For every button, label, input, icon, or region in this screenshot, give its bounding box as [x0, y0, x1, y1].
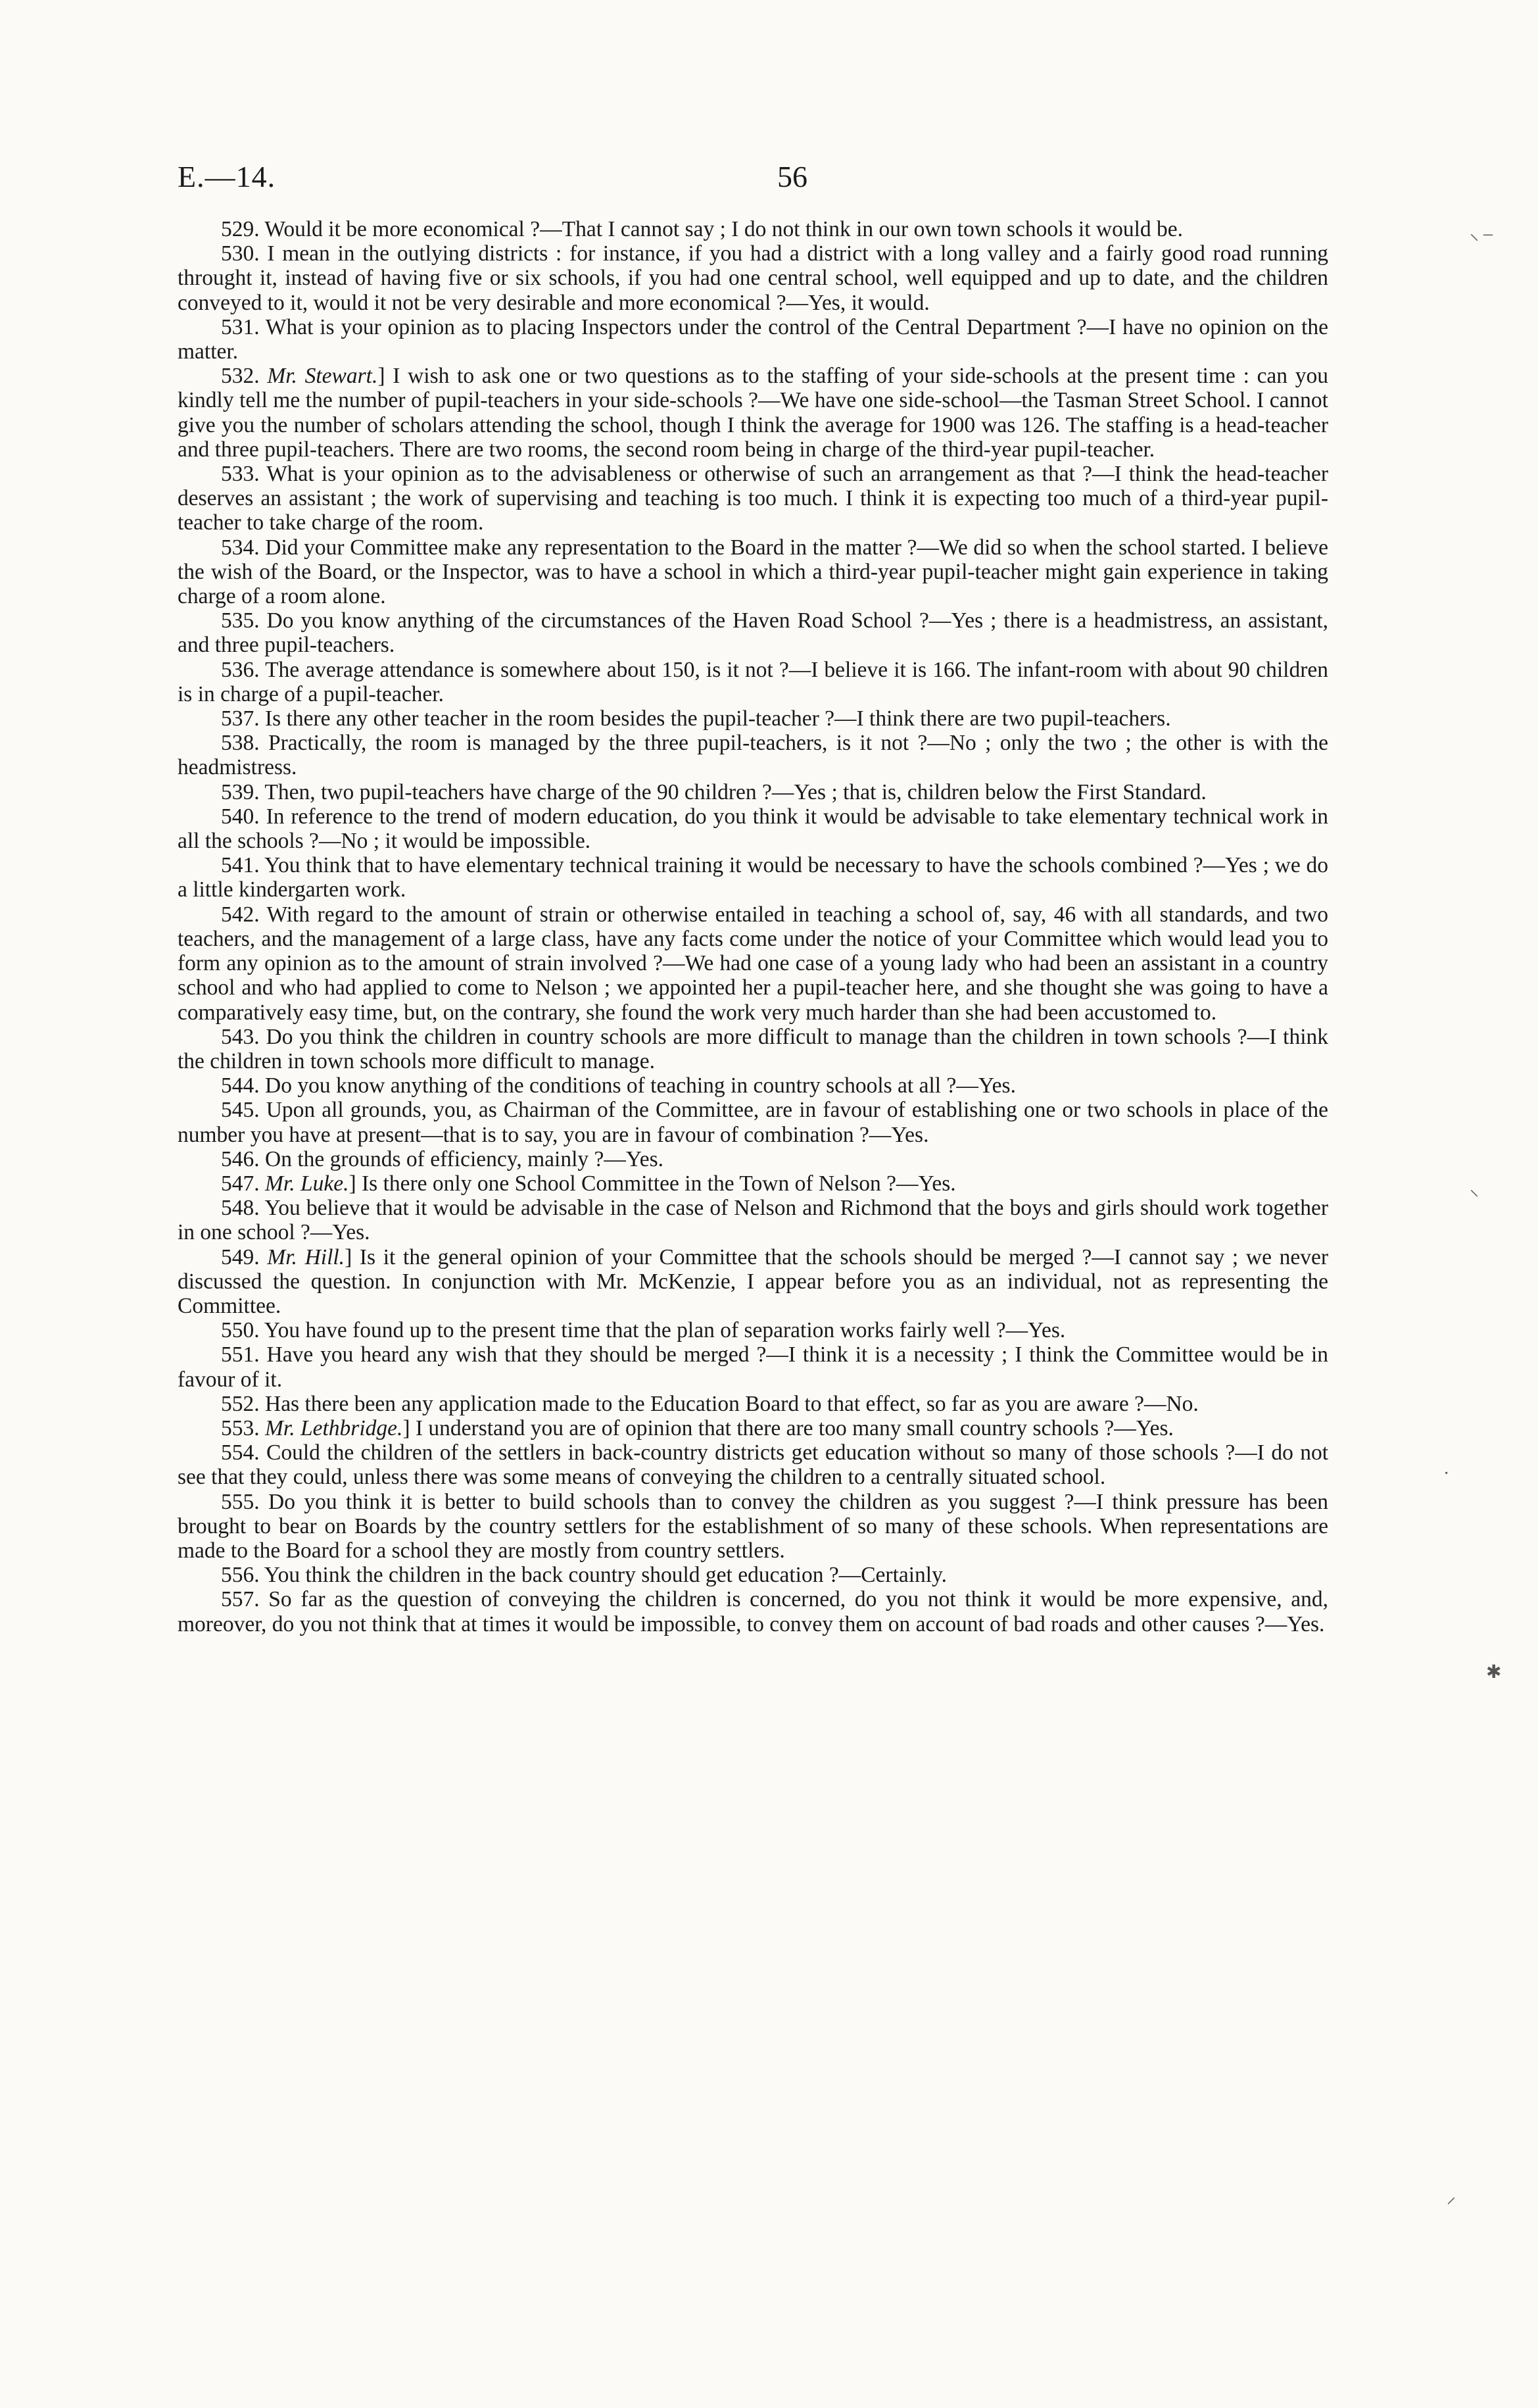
question-text: The average attendance is somewhere about 150, is it not ?—I believe it is 166. The infant-room with about 90 children is in charge of a pupil-teacher.	[178, 657, 1328, 706]
question-number: 552.	[221, 1391, 260, 1416]
question-text: In reference to the trend of modern education, do you think it would be advisable to take elementary technical work in all the schools ?—No ; it would be impossible.	[178, 804, 1328, 854]
question-paragraph	[178, 902, 1328, 1025]
question-text: On the grounds of efficiency, mainly ?—Yes.	[265, 1146, 663, 1171]
question-paragraph	[178, 535, 1328, 609]
question-number: 555.	[221, 1489, 260, 1514]
question-number: 547.	[221, 1171, 260, 1196]
question-number: 556.	[221, 1563, 260, 1588]
question-paragraph	[178, 462, 1328, 535]
question-paragraph	[178, 1440, 1328, 1489]
question-text: So far as the question of conveying the children is concerned, do you not think it would be more expensive, and, moreover, do you not think that at times it would be impossible, to convey them on account of bad roads and other causes ?—Yes.	[178, 1587, 1328, 1636]
question-number: 531.	[221, 314, 260, 339]
question-number: 548.	[221, 1196, 260, 1221]
question-number: 544.	[221, 1073, 260, 1098]
question-paragraph	[178, 1318, 1328, 1342]
question-number: 543.	[221, 1024, 260, 1049]
scan-mark: ✱	[1486, 1662, 1502, 1683]
question-number: 534.	[221, 535, 260, 560]
question-number: 542.	[221, 902, 260, 927]
question-number: 545.	[221, 1098, 260, 1123]
speaker-name: Mr. Lethbridge.	[265, 1415, 403, 1440]
report-code: E.—14.	[178, 160, 276, 193]
question-text: You think the children in the back country should get education ?—Certainly.	[264, 1563, 948, 1588]
question-text: Would it be more economical ?—That I cannot say ; I do not think in our own town schools it would be.	[264, 217, 1184, 241]
question-paragraph	[178, 1490, 1328, 1563]
question-text: Is there any other teacher in the room besides the pupil-teacher ?—I think there are two pupil-teachers.	[265, 706, 1171, 731]
question-number: 535.	[221, 608, 260, 633]
question-text: I mean in the outlying districts : for instance, if you had a district with a long valley and a fairly good road running throught it, instead of having five or six schools, if you had one central school, well equipped and up to date, and the children conveyed to it, would it not be very desirable and more economical ?—Yes, it would.	[178, 241, 1328, 315]
question-paragraph	[178, 364, 1328, 462]
question-paragraph	[178, 217, 1328, 241]
question-text: Could the children of the settlers in back-country districts get education without so many of those schools ?—I do not see that they could, unless there was some means of conveying the children to a centrally situated school.	[178, 1440, 1329, 1490]
question-number: 557.	[221, 1587, 260, 1612]
page-header	[178, 159, 1447, 199]
question-text: You have found up to the present time that the plan of separation works fairly well ?—Yes.	[264, 1318, 1066, 1343]
scan-mark: ⸝	[1447, 2187, 1456, 2207]
question-number: 551.	[221, 1342, 260, 1367]
question-paragraph	[178, 1563, 1328, 1587]
question-text: Upon all grounds, you, as Chairman of the Committee, are in favour of establishing one or two schools in place of the number you have at present—that is to say, you are in favour of combination ?—Yes.	[178, 1098, 1329, 1147]
speaker-name: Mr. Hill.	[267, 1244, 345, 1269]
question-paragraph	[178, 853, 1328, 902]
question-paragraph	[178, 1245, 1328, 1319]
question-text: ] Is it the general opinion of your Committee that the schools should be merged ?—I cannot say ; we never discussed the question. In conjunction with Mr. McKenzie, I appear before you as an individual, not as representing the Committee.	[178, 1244, 1328, 1318]
question-text: ] Is there only one School Committee in the Town of Nelson ?—Yes.	[348, 1171, 956, 1196]
question-text: ] I understand you are of opinion that there are too many small country schools ?—Yes.	[402, 1415, 1174, 1440]
question-text: Has there been any application made to the Education Board to that effect, so far as you are aware ?—No.	[265, 1391, 1199, 1416]
question-number: 553.	[221, 1415, 260, 1440]
question-paragraph	[178, 315, 1328, 364]
question-text: Then, two pupil-teachers have charge of the 90 children ?—Yes ; that is, children below the First Standard.	[264, 779, 1207, 804]
question-text: Do you know anything of the conditions of teaching in country schools at all ?—Yes.	[265, 1073, 1016, 1098]
question-text: Did your Committee make any representation to the Board in the matter ?—We did so when the school started. I believe the wish of the Board, or the Inspector, was to have a school in which a third-year pupil-teacher might gain experience in taking charge of a room alone.	[178, 535, 1329, 609]
question-text: You think that to have elementary technical training it would be necessary to have the schools combined ?—Yes ; we do a little kindergarten work.	[178, 853, 1328, 902]
question-number: 550.	[221, 1318, 260, 1343]
question-number: 530.	[221, 241, 260, 266]
question-text: Do you know anything of the circumstances of the Haven Road School ?—Yes ; there is a headmistress, an assistant, and three pupil-teachers.	[178, 608, 1329, 658]
body-text	[178, 217, 1328, 1636]
question-number: 539.	[221, 779, 260, 804]
question-number: 554.	[221, 1440, 260, 1465]
question-paragraph	[178, 1342, 1328, 1391]
question-text: You believe that it would be advisable in the case of Nelson and Richmond that the boys and girls should work together in one school ?—Yes.	[178, 1196, 1328, 1245]
question-number: 533.	[221, 462, 260, 487]
question-number: 537.	[221, 706, 260, 731]
question-number: 532.	[221, 364, 260, 389]
question-paragraph	[178, 706, 1328, 731]
question-paragraph	[178, 1587, 1328, 1636]
question-text: Do you think the children in country schools are more difficult to manage than the children in town schools ?—I think the children in town schools more difficult to manage.	[178, 1024, 1328, 1073]
speaker-name: Mr. Luke.	[265, 1171, 349, 1196]
scan-mark: ·	[1443, 1463, 1450, 1484]
speaker-name: Mr. Stewart.	[267, 364, 378, 389]
question-number: 546.	[221, 1146, 260, 1171]
question-text: What is your opinion as to the advisableness or otherwise of such an arrangement as that ?—I think the head-teacher deserves an assistant ; the work of supervising and teaching is too much. I think it is expecting too much of a third-year pupil-teacher to take charge of the room.	[178, 462, 1328, 535]
question-paragraph	[178, 658, 1328, 706]
question-paragraph	[178, 1392, 1328, 1416]
question-paragraph	[178, 241, 1328, 315]
question-paragraph	[178, 804, 1328, 853]
question-paragraph	[178, 1171, 1328, 1196]
question-paragraph	[178, 1147, 1328, 1171]
page-number: 56	[777, 160, 807, 193]
scan-mark: ⸜ –	[1470, 224, 1493, 244]
question-paragraph	[178, 780, 1328, 804]
question-paragraph	[178, 731, 1328, 779]
question-number: 538.	[221, 731, 260, 756]
question-number: 529.	[221, 217, 260, 241]
question-text: Have you heard any wish that they should be merged ?—I think it is a necessity ; I think the Committee would be in favour of it.	[178, 1342, 1328, 1392]
question-paragraph	[178, 1025, 1328, 1073]
question-paragraph	[178, 608, 1328, 657]
question-number: 549.	[221, 1244, 260, 1269]
question-text: Practically, the room is managed by the three pupil-teachers, is it not ?—No ; only the two ; the other is with the headmistress.	[178, 731, 1328, 780]
question-paragraph	[178, 1196, 1328, 1244]
question-text: With regard to the amount of strain or otherwise entailed in teaching a school of, say, 46 with all standards, and two teachers, and the management of a large class, have any facts come under the notice of your Committee which would lead you to form any opinion as to the amount of strain involved ?—We had one case of a young lady who had been an assistant in a country school and who had applied to come to Nelson ; we appointed her a pupil-teacher here, and she thought she was going to have a comparatively easy time, but, on the contrary, she found the work very much harder than she had been accustomed to.	[178, 902, 1328, 1025]
question-paragraph	[178, 1098, 1328, 1146]
question-text: What is your opinion as to placing Inspectors under the control of the Central Department ?—I have no opinion on the matter.	[178, 314, 1328, 364]
question-number: 536.	[221, 657, 260, 682]
question-text: ] I wish to ask one or two questions as to the staffing of your side-schools at the present time : can you kindly tell me the number of pupil-teachers in your side-schools ?—We have one side-school—the Tasman Street School. I cannot give you the number of scholars attending the school, though I think the average for 1900 was 126. The staffing is a head-teacher and three pupil-teachers. There are two rooms, the second room being in charge of the third-year pupil-teacher.	[178, 364, 1328, 462]
question-text: Do you think it is better to build schools than to convey the children as you suggest ?—I think pressure has been brought to bear on Boards by the country settlers for the establishment of so many of these schools. When representations are made to the Board for a school they are mostly from country settlers.	[178, 1489, 1329, 1563]
question-paragraph	[178, 1073, 1328, 1098]
scan-mark: ⸌	[1470, 1187, 1479, 1208]
question-number: 540.	[221, 804, 260, 829]
question-number: 541.	[221, 853, 260, 878]
question-paragraph	[178, 1416, 1328, 1440]
